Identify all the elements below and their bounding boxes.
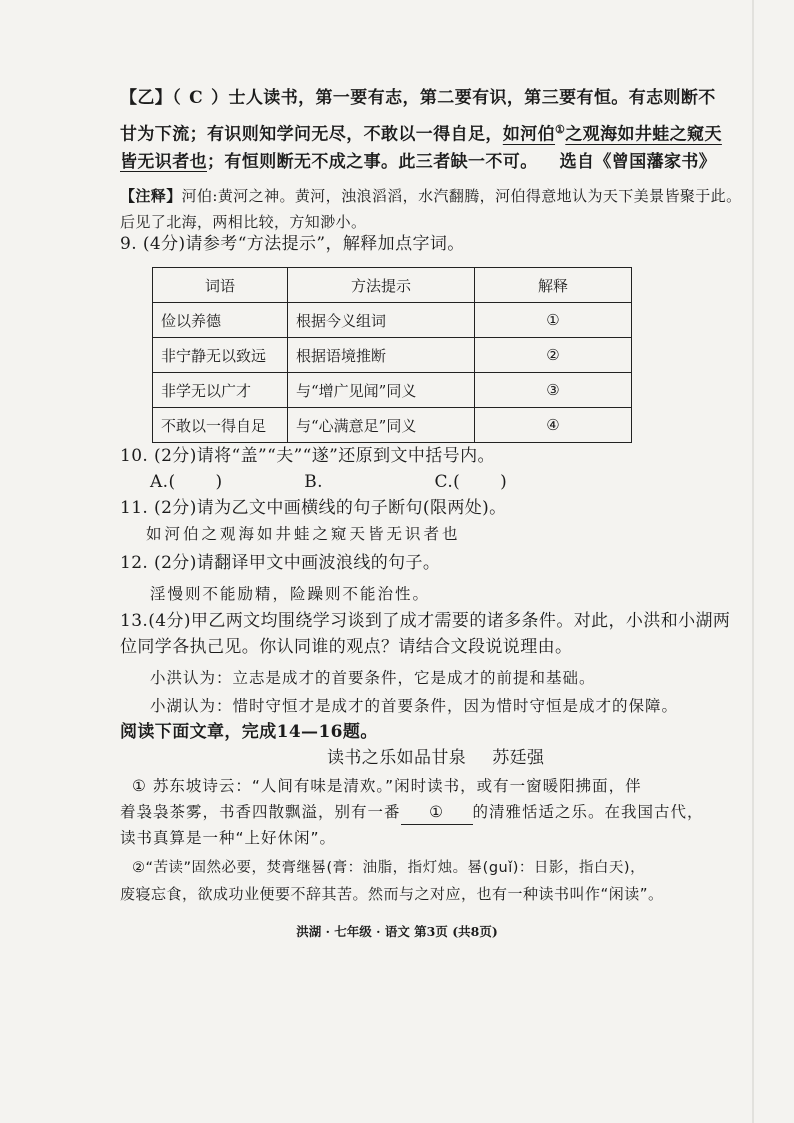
question-12-sentence: 淫慢则不能励精，险躁则不能治性。: [150, 585, 431, 603]
note-line-1: 【注释】河伯:黄河之神。黄河，浊浪滔滔，水汽翻腾，河伯得意地认为天下美景皆聚于此。: [120, 187, 742, 205]
article-title: 读书之乐如品甘泉: [327, 748, 467, 768]
question-12-prompt: 12. (2分)请翻译甲文中画波浪线的句子。: [120, 553, 441, 573]
paragraph-2-line-2: 废寝忘食，欲成功业便要不辞其苦。然而与之对应，也有一种读书叫作“闲读”。: [120, 885, 664, 903]
note-line-2: 后见了北海，两相比较，方知渺小。: [120, 213, 367, 231]
paragraph-1-line-2: 着袅袅茶雾，书香四散飘溢，别有一番 ① 的清雅恬适之乐。在我国古代，: [120, 800, 704, 825]
header-hint: 方法提示: [288, 268, 475, 303]
passage-b-line-2: 甘为下流；有识则知学问无尽，不敢以一得自足，如河伯①之观海如井蛙之窥天: [120, 123, 722, 145]
article-title-row: [327, 746, 544, 770]
answer-cell[interactable]: ②: [475, 338, 632, 373]
question-11-prompt: 11. (2分)请为乙文中画横线的句子断句(限两处)。: [120, 498, 507, 518]
method-table: [152, 267, 632, 443]
answer-cell[interactable]: ①: [475, 303, 632, 338]
table-row: 非学无以广才 与“增广见闻”同义 ③: [153, 373, 632, 408]
table-row: 俭以养德 根据今义组词 ①: [153, 303, 632, 338]
opinion-hu: 小湖认为：惜时守恒才是成才的首要条件，因为惜时守恒是成才的保障。: [150, 697, 679, 715]
question-9-prompt: 9. (4分)请参考“方法提示”，解释加点字词。: [120, 234, 465, 254]
underlined-sentence: 如河伯: [502, 124, 556, 145]
page-footer: 洪湖 · 七年级 · 语文 第3页 (共8页): [296, 924, 498, 939]
question-10-answers: A.( ) B. C.( ): [150, 472, 508, 492]
opinion-hong: 小洪认为：立志是成才的首要条件，它是成才的前提和基础。: [150, 669, 596, 687]
table-row: 不敢以一得自足 与“心满意足”同义 ④: [153, 408, 632, 443]
question-13-line-1: 13.(4分)甲乙两文均围绕学习谈到了成才需要的诸多条件。对此，小洪和小湖两: [120, 611, 731, 631]
question-13-line-2: 位同学各执己见。你认同谁的观点？请结合文段说说理由。: [120, 637, 573, 657]
passage-b-mark: C: [189, 88, 204, 108]
paragraph-blank[interactable]: ①: [401, 800, 473, 825]
article-author: 苏廷强: [492, 748, 545, 768]
header-term: 词语: [153, 268, 288, 303]
page-fold: [752, 0, 754, 1123]
header-answer: 解释: [475, 268, 632, 303]
passage-source: 选自《曾国藩家书》: [559, 152, 717, 172]
answer-cell[interactable]: ④: [475, 408, 632, 443]
passage-b-line-3: 皆无识者也；有恒则断无不成之事。此三者缺一不可。 选自《曾国藩家书》: [120, 152, 717, 172]
table-header-row: [153, 268, 632, 303]
question-11-sentence: 如河伯之观海如井蛙之窥天皆无识者也: [146, 525, 461, 543]
paragraph-1-line-3: 读书真算是一种“上好休闲”。: [120, 829, 337, 847]
paragraph-2-line-1: ②“苦读”固然必要，焚膏继晷(膏：油脂，指灯烛。晷(guǐ)：日影，指白天)，: [132, 860, 646, 876]
table-row: 非宁静无以致远 根据语境推断 ②: [153, 338, 632, 373]
answer-cell[interactable]: ③: [475, 373, 632, 408]
question-10-prompt: 10. (2分)请将“盖”“夫”“遂”还原到文中括号内。: [120, 446, 495, 466]
paragraph-1-line-1: ① 苏东坡诗云：“人间有味是清欢。”闲时读书，或有一窗暖阳拂面，伴: [132, 777, 642, 795]
passage-b-line-1: 【乙】（ C ）士人读书，第一要有志，第二要有识，第三要有恒。有志则断不: [120, 88, 716, 108]
reading-instruction: 阅读下面文章，完成14—16题。: [120, 722, 378, 742]
